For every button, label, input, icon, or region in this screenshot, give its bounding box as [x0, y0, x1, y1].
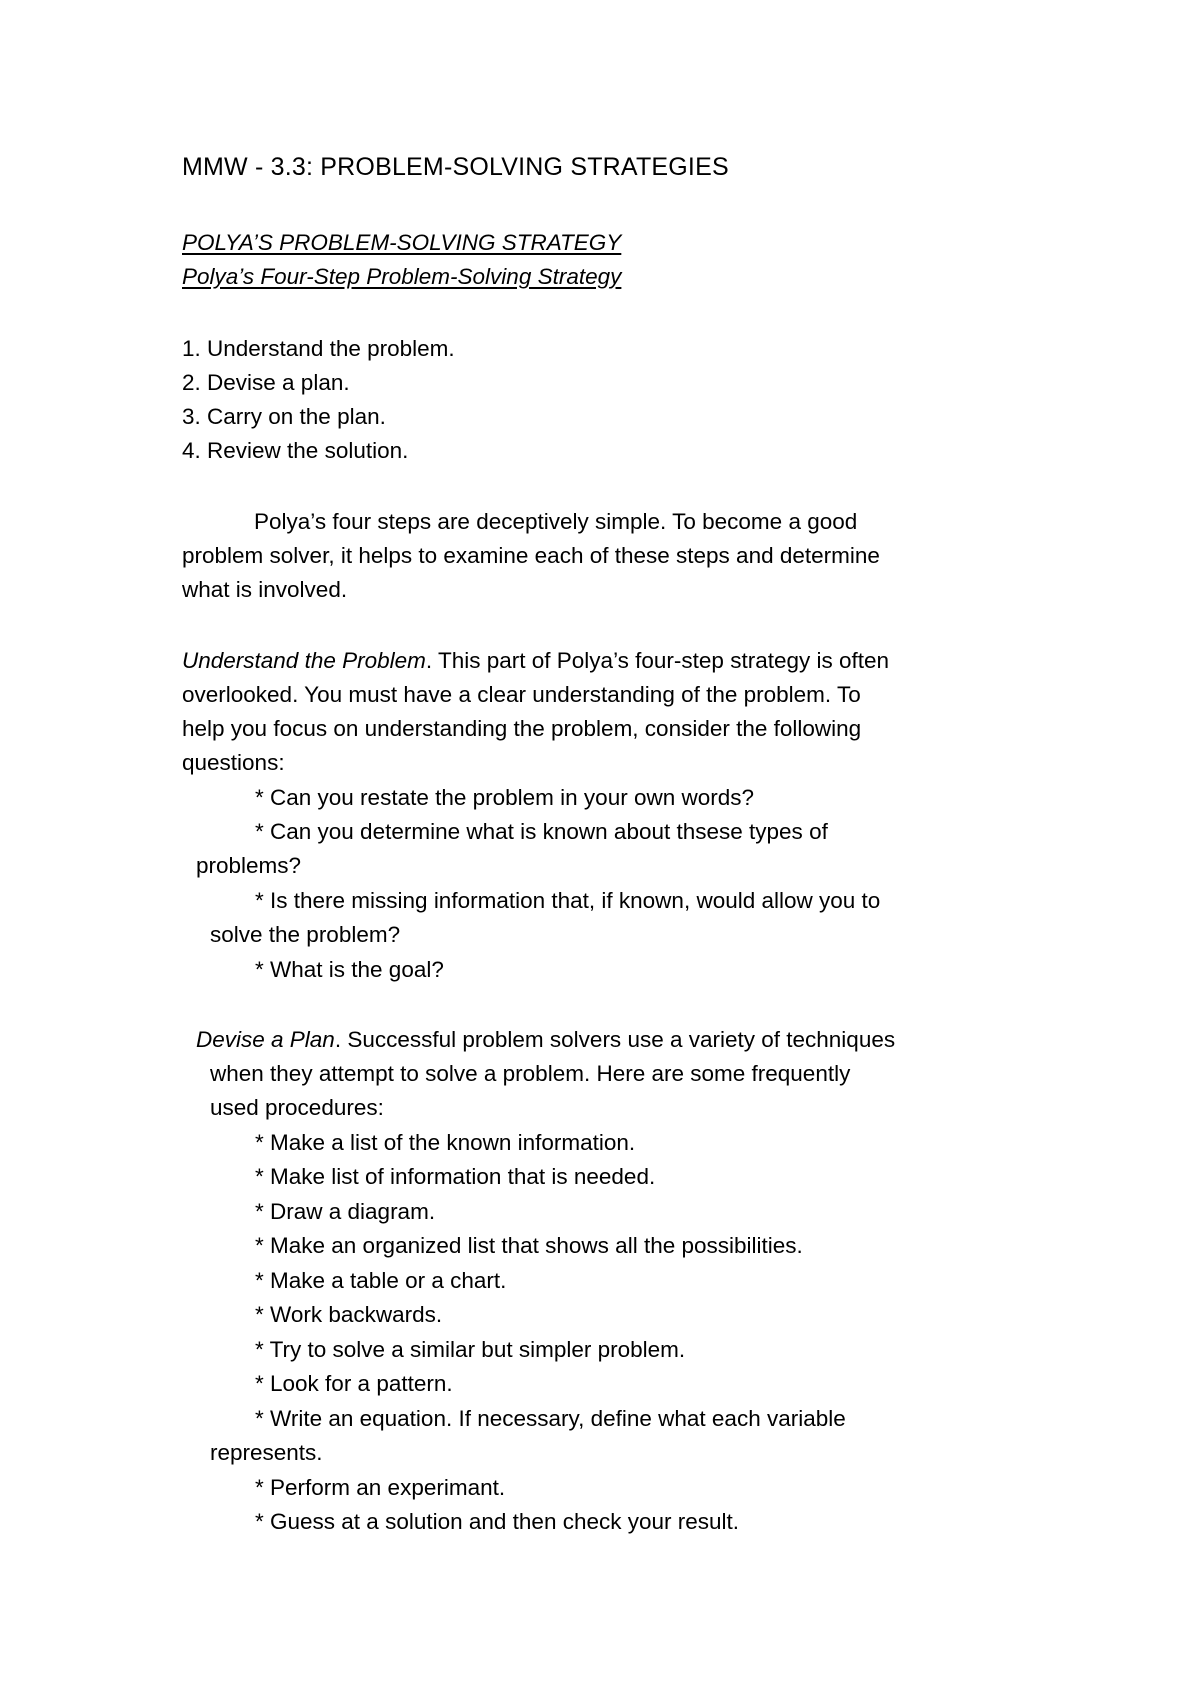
- page-title: MMW - 3.3: PROBLEM-SOLVING STRATEGIES: [182, 153, 729, 181]
- intro-line: problem solver, it helps to examine each of these steps and determine: [182, 543, 880, 568]
- procedure-item: * Make list of information that is needed.: [255, 1164, 656, 1189]
- step-item: 2. Devise a plan.: [182, 370, 350, 395]
- question-item: * Is there missing information that, if known, would allow you to: [255, 888, 881, 913]
- procedure-item: * Perform an experimant.: [255, 1475, 506, 1500]
- devise-label: Devise a Plan: [196, 1027, 335, 1052]
- question-item: * Can you restate the problem in your own words?: [255, 785, 755, 810]
- subheading: Polya’s Four-Step Problem-Solving Strategy: [182, 264, 622, 289]
- intro-line: Polya’s four steps are deceptively simple. To become a good: [254, 509, 858, 534]
- understand-paragraph-line: help you focus on understanding the problem, consider the following: [182, 716, 862, 741]
- procedure-item: * Work backwards.: [255, 1302, 443, 1327]
- procedure-item: represents.: [210, 1440, 323, 1465]
- procedure-item: * Try to solve a similar but simpler problem.: [255, 1337, 686, 1362]
- intro-line: what is involved.: [182, 577, 348, 602]
- step-item: 1. Understand the problem.: [182, 336, 455, 361]
- step-item: 4. Review the solution.: [182, 438, 409, 463]
- step-item: 3. Carry on the plan.: [182, 404, 386, 429]
- question-item: * What is the goal?: [255, 957, 444, 982]
- section-heading: POLYA’S PROBLEM-SOLVING STRATEGY: [182, 230, 622, 255]
- procedure-item: * Make an organized list that shows all the possibilities.: [255, 1233, 803, 1258]
- procedure-item: * Draw a diagram.: [255, 1199, 436, 1224]
- understand-label: Understand the Problem: [182, 648, 426, 673]
- question-item: problems?: [196, 853, 302, 878]
- devise-paragraph-line: [196, 1025, 895, 1055]
- understand-paragraph-line: [182, 646, 889, 676]
- question-item: * Can you determine what is known about thsese types of: [255, 819, 828, 844]
- procedure-item: * Write an equation. If necessary, define what each variable: [255, 1406, 846, 1431]
- procedure-item: * Look for a pattern.: [255, 1371, 453, 1396]
- procedure-item: * Make a table or a chart.: [255, 1268, 507, 1293]
- understand-text: . This part of Polya’s four-step strategy is often: [425, 648, 890, 673]
- procedure-item: * Make a list of the known information.: [255, 1130, 636, 1155]
- procedure-item: * Guess at a solution and then check your result.: [255, 1509, 740, 1534]
- devise-paragraph-line: when they attempt to solve a problem. Here are some frequently: [210, 1061, 851, 1086]
- understand-paragraph-line: questions:: [182, 750, 285, 775]
- devise-text: . Successful problem solvers use a variety of techniques: [334, 1027, 896, 1052]
- question-item: solve the problem?: [210, 922, 401, 947]
- devise-paragraph-line: used procedures:: [210, 1095, 384, 1120]
- understand-paragraph-line: overlooked. You must have a clear understanding of the problem. To: [182, 682, 861, 707]
